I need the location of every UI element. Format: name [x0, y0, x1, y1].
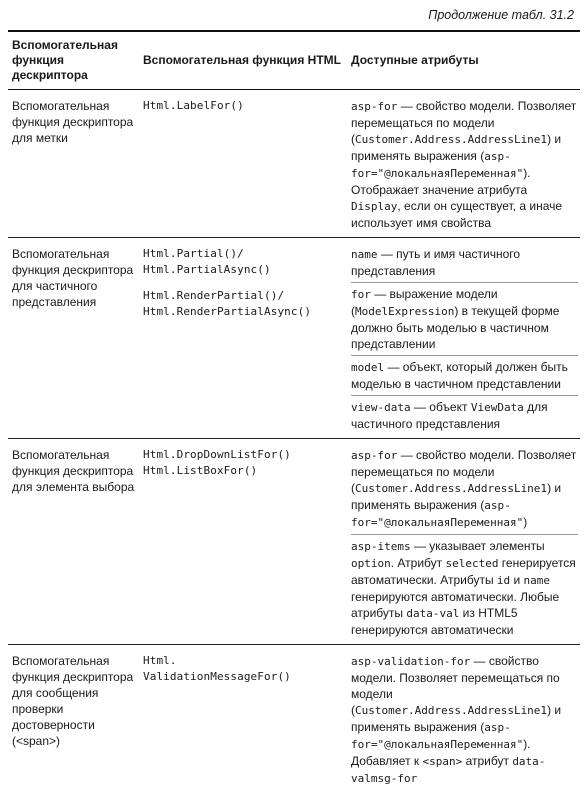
attribute-code: asp-validation-for [351, 655, 471, 668]
attribute-code: name [523, 574, 551, 587]
attributes-cell [351, 653, 580, 787]
header-helper: Вспомогательная функция дескриптора [12, 38, 118, 82]
attribute-text: для частичного представления [351, 400, 548, 431]
attribute-text: ) [523, 515, 528, 529]
table-row [8, 439, 580, 645]
attribute-text: из HTML5 генерируются автоматически [351, 606, 518, 637]
attribute-code: Customer.Address.AddressLine1 [355, 482, 548, 495]
attribute-divider [351, 282, 578, 283]
attribute-code: asp-for="@локальнаяПеременная" [351, 721, 524, 751]
attribute-text: ). Отображает значение атрибута [351, 166, 531, 197]
html-helper-line: Html.ListBoxFor() [143, 464, 258, 477]
table-row [8, 645, 580, 793]
attribute-text: — объект, который должен быть моделью в частичном представлении [351, 360, 568, 391]
attribute-text: ) и применять выражения ( [351, 132, 562, 163]
attribute-code: selected [445, 557, 499, 570]
attribute-code: Customer.Address.AddressLine1 [355, 133, 548, 146]
attribute-code: view-data [351, 401, 411, 414]
html-helper-line: ValidationMessageFor() [143, 670, 291, 683]
attribute-code: asp-for="@локальнаяПеременная" [351, 499, 524, 529]
helper-name: Вспомогательная функция дескриптора для сообщения проверки достоверности (<span>) [12, 654, 134, 748]
attribute-text: генерируется автоматически. Атрибуты [351, 556, 576, 587]
html-helper-line [143, 278, 345, 288]
attribute-text: — свойство модели. Позволяет перемещаться по модели ( [351, 654, 560, 717]
attribute-description [351, 653, 578, 787]
attribute-divider [351, 355, 578, 356]
attribute-code: id [496, 574, 511, 587]
attribute-code: asp-for [351, 100, 398, 113]
attribute-text: — путь и имя частичного представления [351, 247, 521, 278]
helper-name: Вспомогательная функция дескриптора для элемента выбора [12, 448, 135, 494]
html-helper-line: Html.RenderPartial()/ [143, 289, 285, 302]
attributes-cell [351, 246, 580, 432]
attribute-divider [351, 534, 578, 535]
attribute-text: , если он существует, а иначе использует имя свойства [351, 199, 563, 230]
attribute-text: и [510, 573, 524, 587]
attribute-description [351, 447, 578, 531]
attribute-code: model [351, 361, 385, 374]
html-helper [143, 246, 351, 432]
attribute-text: — свойство модели. Позволяет перемещаться по модели ( [351, 99, 577, 146]
table-caption: Продолжение табл. 31.2 [428, 8, 574, 22]
attribute-text: — выражение модели ( [351, 287, 498, 318]
attribute-code: asp-items [351, 540, 411, 553]
attribute-text: генерируются автоматически. Любые атрибуты [351, 590, 560, 620]
attribute-description [351, 359, 578, 392]
attribute-code: for [351, 288, 371, 301]
attribute-text: — указывает элементы [410, 539, 545, 553]
attribute-text: — объект [410, 400, 471, 414]
attribute-text: ) в текущей форме должно быть моделью в частичном представлении [351, 304, 560, 351]
html-helper-line: Html.DropDownListFor() [143, 448, 291, 461]
header-html: Вспомогательная функция HTML [143, 53, 341, 67]
html-helper-line: Html.PartialAsync() [143, 263, 271, 276]
attribute-code: asp-for="@локальнаяПеременная" [351, 150, 524, 180]
attribute-description [351, 286, 578, 352]
helper-name: Вспомогательная функция дескриптора для частичного представления [12, 247, 134, 309]
attributes-cell [351, 98, 580, 231]
attribute-description [351, 399, 578, 432]
attribute-code: name [351, 248, 378, 261]
attribute-text: — свойство модели. Позволяет перемещаться по модели ( [351, 448, 577, 495]
attribute-code: data-val [406, 607, 460, 620]
page [8, 4, 580, 793]
html-helper-line: Html.RenderPartialAsync() [143, 305, 312, 318]
attribute-code: ModelExpression [355, 305, 455, 318]
attribute-description [351, 538, 578, 638]
attributes-cell [351, 447, 580, 638]
html-helper-line: Html.Partial()/ [143, 247, 244, 260]
attribute-code: Customer.Address.AddressLine1 [355, 704, 548, 717]
html-helper-line: Html.LabelFor() [143, 99, 244, 112]
attribute-divider [351, 395, 578, 396]
attribute-code: <span> [422, 755, 463, 768]
attribute-code: ViewData [470, 401, 524, 414]
attribute-text: атрибут [462, 754, 513, 768]
html-helper-line: Html. [143, 654, 177, 667]
header-attributes: Доступные атрибуты [351, 53, 479, 67]
attribute-text: ) и применять выражения ( [351, 481, 562, 512]
attribute-code: asp-for [351, 449, 398, 462]
attribute-description [351, 98, 578, 231]
attribute-code: data-valmsg-for [351, 755, 546, 785]
html-helper [143, 447, 351, 638]
attribute-code: Display [351, 200, 398, 213]
attribute-text: ) и применять выражения ( [351, 703, 562, 734]
html-helper [143, 653, 351, 787]
table-body [8, 90, 580, 793]
helper-name: Вспомогательная функция дескриптора для метки [12, 99, 134, 145]
table-row [8, 238, 580, 439]
table-row [8, 90, 580, 238]
attribute-code: option [351, 557, 391, 570]
table-header [8, 32, 580, 90]
html-helper [143, 98, 351, 231]
attribute-text: ). Добавляет к [351, 737, 531, 768]
attribute-text: . Атрибут [390, 556, 446, 570]
attribute-description [351, 246, 578, 279]
